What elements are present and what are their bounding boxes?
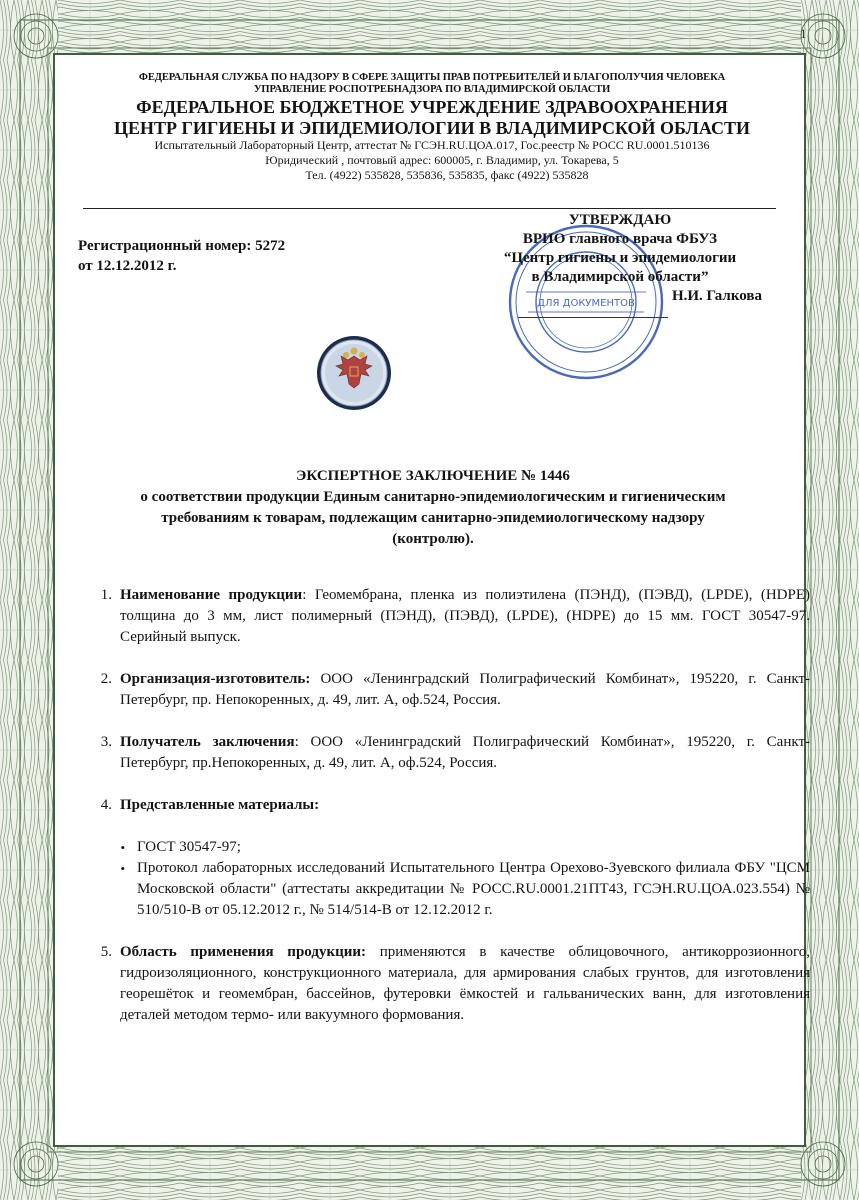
conclusion-body [80,585,810,1026]
item-number: 4. [100,797,112,813]
institution-line-2: ЦЕНТР ГИГИЕНЫ И ЭПИДЕМИОЛОГИИ В ВЛАДИМИРСКОЙ ОБЛАСТИ [113,118,751,138]
item-text: : ООО «Ленинградский Полиграфический Комбинат», 195220, г. Санкт-Петербург, пр.Непокоренных, д. 49, лит. А, оф.524, Россия. [120,734,810,771]
item-label: Область применения продукции: [120,944,367,960]
signature-line [518,317,668,318]
lab-accreditation-line: Испытательный Лабораторный Центр, аттестат № ГСЭН.RU.ЦОА.017, Гос.реестр № РОСС RU.0001.510136 [154,138,710,152]
approval-position-2: “Центр гигиены и эпидемиологии [503,250,737,266]
approval-position-3: в Владимирской области” [531,269,709,285]
item-label: Представленные материалы: [120,797,320,813]
conclusion-title: ЭКСПЕРТНОЕ ЗАКЛЮЧЕНИЕ № 1446 [296,468,570,484]
letterhead [78,72,786,183]
registration-block [78,236,285,276]
item-label: Получатель заключения [120,734,295,750]
item-recipient [80,732,810,774]
stamp-inscription: ДЛЯ ДОКУМЕНТОВ [537,298,635,309]
bullet-icon: • [120,861,125,876]
item-materials [80,795,810,816]
approval-signer: Н.И. Галкова [671,288,762,304]
bullet-icon: • [120,840,125,855]
materials-list [80,837,810,921]
institution-line-1: ФЕДЕРАЛЬНОЕ БЮДЖЕТНОЕ УЧРЕЖДЕНИЕ ЗДРАВООХРАНЕНИЯ [136,97,728,117]
item-number: 2. [100,671,112,687]
item-label: Наименование продукции [120,587,303,603]
agency-line-2: УПРАВЛЕНИЕ РОСПОТРЕБНАДЗОРА ПО ВЛАДИМИРСКОЙ ОБЛАСТИ [253,84,611,95]
conclusion-subtitle-1: о соответствии продукции Единым санитарно-эпидемиологическим и гигиеническим [140,489,726,505]
approval-title: УТВЕРЖДАЮ [568,212,672,228]
item-number: 5. [100,944,112,960]
header-divider [83,208,776,209]
material-text: ГОСТ 30547-97; [137,839,241,855]
item-product-name [80,585,810,648]
address-line: Юридический , почтовый адрес: 600005, г. Владимир, ул. Токарева, 5 [265,153,619,167]
agency-line-1: ФЕДЕРАЛЬНАЯ СЛУЖБА ПО НАДЗОРУ В СФЕРЕ ЗАЩИТЫ ПРАВ ПОТРЕБИТЕЛЕЙ И БЛАГОПОЛУЧИЯ ЧЕЛОВЕКА [138,72,726,83]
conclusion-subtitle-3: (контролю). [392,531,474,547]
registration-date: от 12.12.2012 г. [78,258,177,274]
phone-line: Тел. (4922) 535828, 535836, 535835, факс (4922) 535828 [305,168,589,182]
conclusion-subtitle-2: требованиям к товарам, подлежащим санитарно-эпидемиологическому надзору [161,510,705,526]
item-text: : Геомембрана, пленка из полиэтилена (ПЭНД), (ПЭВД), (LPDE), (HDPE) толщина до 3 мм, лист полимерный (ПЭНД), (ПЭВД), (LPDE), (HDPE) до 15 мм. ГОСТ 30547-97. Серийный выпуск. [120,587,810,645]
item-number: 1. [100,587,112,603]
item-application-area [80,942,810,1026]
conclusion-title-block [72,466,794,550]
item-label: Организация-изготовитель: [120,671,311,687]
list-item [80,837,810,858]
list-item [80,858,810,921]
item-text: применяются в качестве облицовочного, антикоррозионного, гидроизоляционного, конструкционного материала, для армирования слабых грунтов, для изготовления георешёток и геомембран, бассейнов, футеровки ёмкостей и гальванических ванн, для изготовления деталей методом термо- или вакуумного формования. [120,944,810,1023]
page-number: 1 [800,26,807,41]
item-number: 3. [100,734,112,750]
item-text: ООО «Ленинградский Полиграфический Комбинат», 195220, г. Санкт-Петербург, пр. Непокоренных, д. 49, лит. А, оф.524, Россия. [120,671,810,708]
item-manufacturer [80,669,810,711]
approval-block [470,211,770,306]
coat-of-arms-icon [315,334,393,412]
registration-number: Регистрационный номер: 5272 [78,238,286,254]
material-text: Протокол лабораторных исследований Испытательного Центра Орехово-Зуевского филиала ФБУ "ЦСМ Московской области" (аттестаты аккредитации № РОСС.RU.0001.21ПТ43, ГСЭН.RU.ЦОА.023.554) № 510/510-В от 05.12.2012 г., № 514/514-В от 12.12.2012 г. [137,860,810,918]
approval-position-1: ВРИО главного врача ФБУЗ [522,231,718,247]
